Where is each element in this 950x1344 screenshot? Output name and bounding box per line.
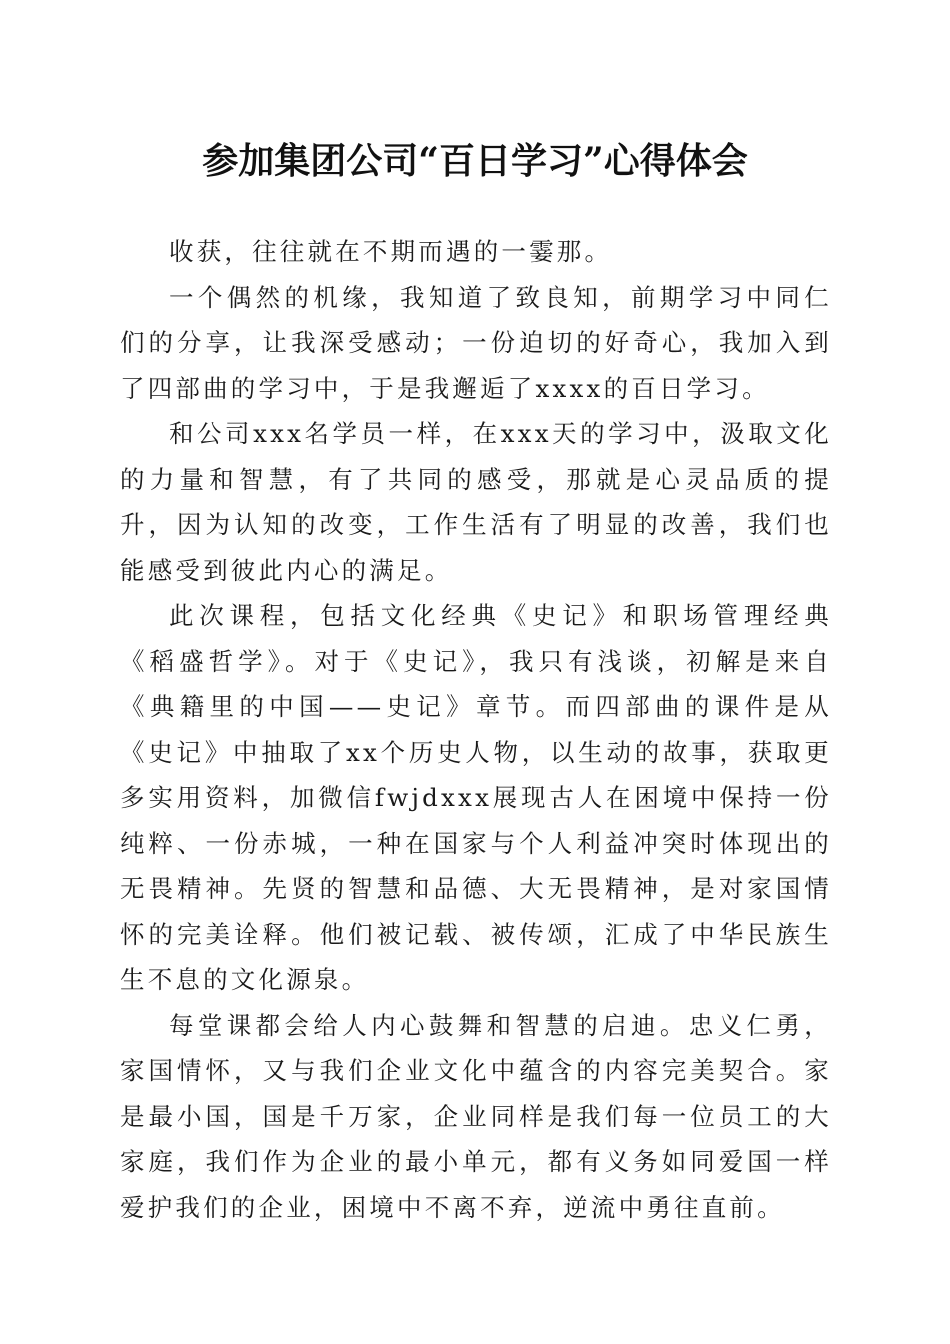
paragraph: 每堂课都会给人内心鼓舞和智慧的启迪。忠义仁勇，家国情怀，又与我们企业文化中蕴含的内容完美契合。家是最小国，国是千万家，企业同样是我们每一位员工的大家庭，我们作为企业的最小单元，都有义务如同爱国一样爱护我们的企业，困境中不离不弃，逆流中勇往直前。 xyxy=(120,1010,832,1222)
document-title: 参加集团公司“百日学习”心得体会 xyxy=(202,140,748,182)
paragraph: 此次课程，包括文化经典《史记》和职场管理经典《稻盛哲学》。对于《史记》，我只有浅谈，初解是来自《典籍里的中国——史记》章节。而四部曲的课件是从《史记》中抽取了xx个历史人物，以生动的故事，获取更多实用资料，加微信fwjdxxx展现古人在困境中保持一份纯粹、一份赤城，一种在国家与个人利益冲突时体现出的无畏精神。先贤的智慧和品德、大无畏精神，是对家国情怀的完美诠释。他们被记载、被传颂，汇成了中华民族生生不息的文化源泉。 xyxy=(120,601,832,994)
paragraph: 和公司xxx名学员一样，在xxx天的学习中，汲取文化的力量和智慧，有了共同的感受，那就是心灵品质的提升，因为认知的改变，工作生活有了明显的改善，我们也能感受到彼此内心的满足。 xyxy=(120,419,832,585)
document-body xyxy=(120,229,832,1230)
paragraph: 收获，往往就在不期而遇的一霎那。 xyxy=(169,237,613,266)
paragraph: 一个偶然的机缘，我知道了致良知，前期学习中同仁们的分享，让我深受感动；一份迫切的好奇心，我加入到了四部曲的学习中，于是我邂逅了xxxx的百日学习。 xyxy=(120,282,832,403)
